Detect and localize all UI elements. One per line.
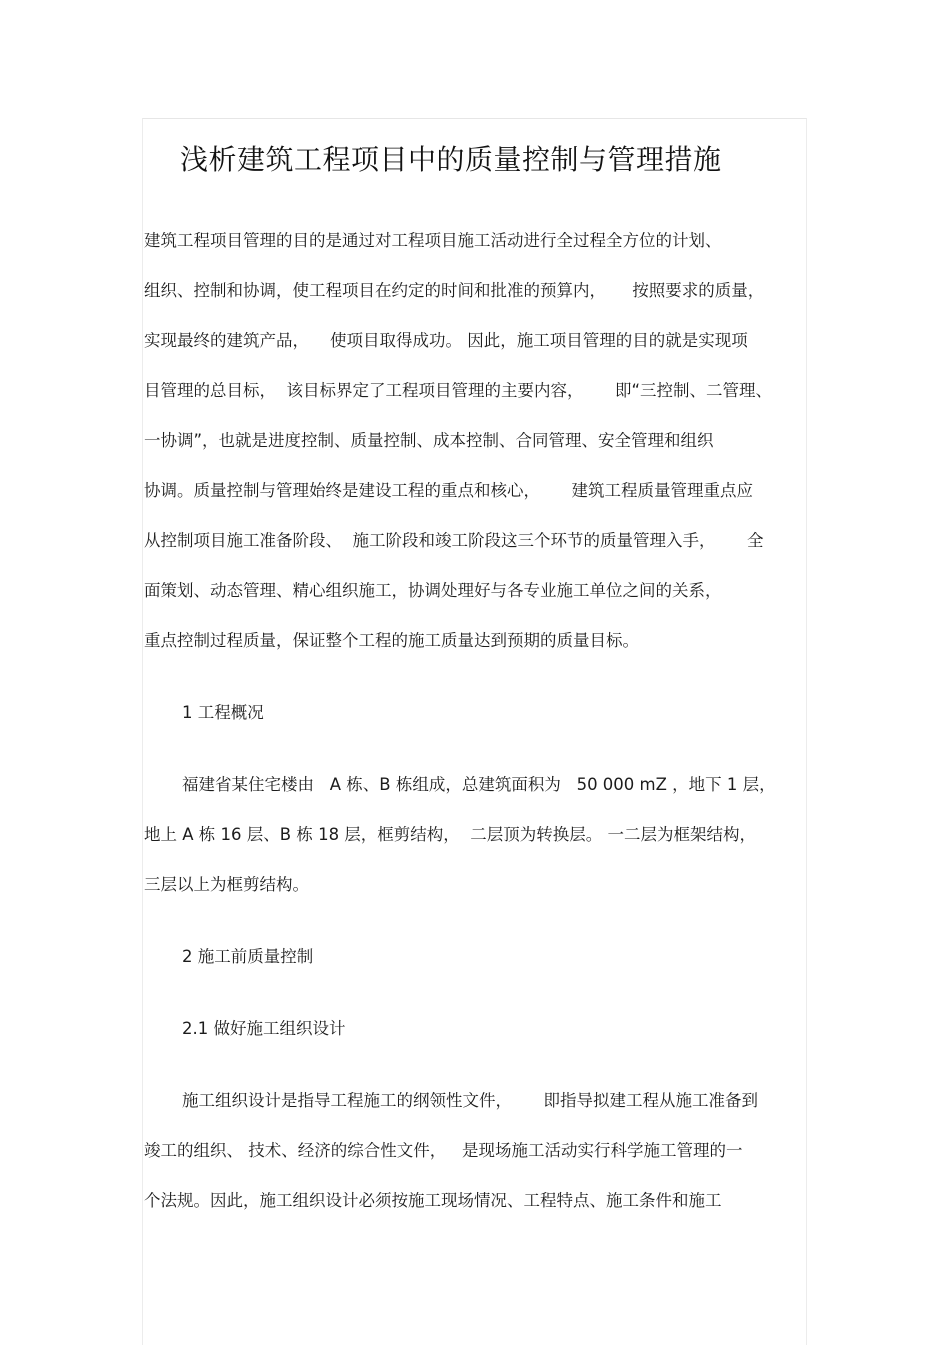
intro-line: 从控制项目施工准备阶段、 施工阶段和竣工阶段这三个环节的质量管理入手， 全: [144, 531, 764, 550]
section-heading: 1 工程概况: [182, 703, 264, 722]
subsection-heading: 2.1 做好施工组织设计: [182, 1019, 346, 1038]
body-line: 三层以上为框剪结构。: [144, 875, 309, 894]
intro-line: 建筑工程项目管理的目的是通过对工程项目施工活动进行全过程全方位的计划、: [144, 231, 722, 250]
section-heading: 2 施工前质量控制: [182, 947, 314, 966]
body-line: 福建省某住宅楼由 A 栋、B 栋组成，总建筑面积为 50 000 mZ ，地下 1 层，: [182, 775, 776, 794]
intro-line: 实现最终的建筑产品， 使项目取得成功。 因此，施工项目管理的目的就是实现项: [144, 331, 748, 350]
intro-line: 面策划、动态管理、精心组织施工，协调处理好与各专业施工单位之间的关系，: [144, 581, 722, 600]
body-line: 地上 A 栋 16 层、B 栋 18 层，框剪结构， 二层顶为转换层。 一二层为框架结构，: [144, 825, 757, 844]
body-line: 竣工的组织、 技术、经济的综合性文件， 是现场施工活动实行科学施工管理的一: [144, 1141, 743, 1160]
body-line: 施工组织设计是指导工程施工的纲领性文件， 即指导拟建工程从施工准备到: [182, 1091, 758, 1110]
intro-line: 一协调”，也就是进度控制、质量控制、成本控制、合同管理、安全管理和组织: [144, 431, 714, 450]
intro-line: 协调。质量控制与管理始终是建设工程的重点和核心， 建筑工程质量管理重点应: [144, 481, 753, 500]
body-line: 个法规。因此，施工组织设计必须按施工现场情况、工程特点、施工条件和施工: [144, 1191, 722, 1210]
document-title: 浅析建筑工程项目中的质量控制与管理措施: [180, 143, 722, 176]
intro-line: 重点控制过程质量，保证整个工程的施工质量达到预期的质量目标。: [144, 631, 639, 650]
intro-line: 目管理的总目标， 该目标界定了工程项目管理的主要内容， 即“三控制、二管理、: [144, 381, 773, 400]
intro-line: 组织、控制和协调，使工程项目在约定的时间和批准的预算内， 按照要求的质量，: [144, 281, 765, 300]
